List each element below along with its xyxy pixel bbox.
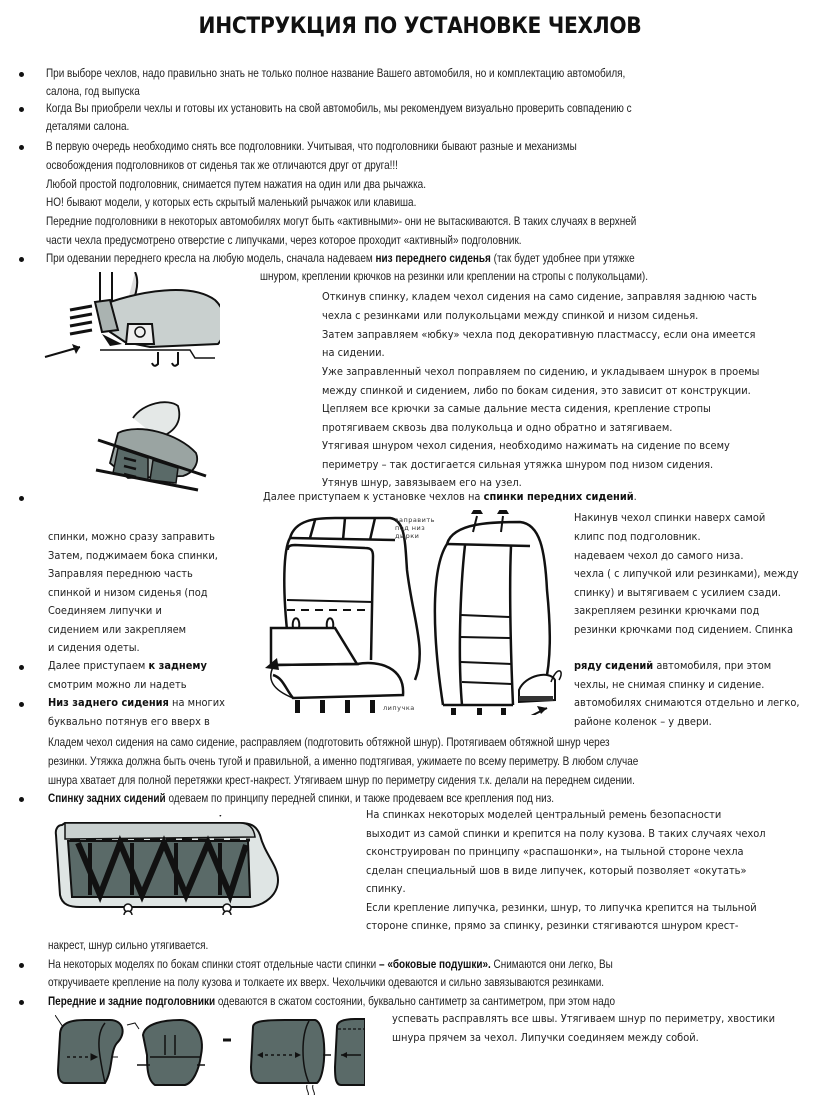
bullet: [19, 1000, 24, 1005]
headrest-illustration: [55, 1015, 365, 1095]
paragraph-line: чехлы, не снимая спинку и сидение.: [574, 679, 765, 691]
text: При одевании переднего кресла на любую модель, сначала надеваем: [46, 252, 376, 265]
step-line: спинку) и вытягиваем с усилием сзади.: [574, 587, 781, 599]
step-line: чехла ( с липучкой или резинками), между: [574, 568, 799, 580]
paragraph-line: шнура хватает для полной перетяжки крест-накрест. Утягиваем шнур по периметру сидения т.к. делали на переднем сидении.: [48, 774, 635, 787]
bullet: [19, 702, 24, 707]
paragraph-line: автомобилях снимаются отдельно и легко,: [574, 697, 800, 709]
paragraph-line: Когда Вы приобрели чехлы и готовы их установить на свой автомобиль, мы рекомендуем визуально проверить совпадению с: [46, 102, 632, 115]
emphasis: низ переднего сиденья: [375, 252, 491, 265]
paragraph-line: [48, 992, 615, 1011]
paragraph-line: смотрим можно ли надеть: [48, 679, 187, 691]
paragraph-line: деталями салона.: [46, 120, 130, 133]
paragraph-line: Любой простой подголовник, снимается путем нажатия на один или два рычажка.: [46, 178, 426, 191]
step-line: сидением или закрепляем: [48, 624, 187, 636]
emphasis: Спинку задних сидений: [48, 792, 166, 805]
bullet: [19, 665, 24, 670]
text: (так будет удобнее при утяжке: [490, 252, 635, 265]
paragraph-line: салона, год выпуска: [46, 85, 140, 98]
label-lipuchka: липучка: [383, 704, 415, 712]
text: автомобиля, при этом: [653, 660, 772, 672]
step-line: Цепляем все крючки за самые дальние места сидения, крепление стропы: [322, 403, 711, 415]
paragraph-line: НО! бывают модели, у которых есть скрытый маленький рычажок или клавиша.: [46, 196, 417, 209]
section-heading: [263, 488, 637, 507]
step-line: чехла с резинками или полукольцами между спинкой и низом сиденья.: [322, 310, 699, 322]
step-line: спинкой и низом сиденья (под: [48, 587, 208, 599]
step-line: стороне спинке, прямо за спинку, резинки стягиваются шнуром крест-: [366, 920, 739, 932]
step-line: выходит из самой спинки и крепится на полу кузова. В таких случаях чехол: [366, 828, 766, 840]
emphasis: – «боковые подушки».: [379, 958, 491, 971]
step-line: закрепляем резинки крючками под: [574, 605, 760, 617]
step-line: и сидения одеты.: [48, 642, 140, 654]
paragraph-line: буквально потянув его вверх в: [48, 716, 210, 728]
paragraph-line: [48, 694, 225, 713]
page-title: ИНСТРУКЦИЯ ПО УСТАНОВКЕ ЧЕХЛОВ: [198, 14, 642, 39]
label-pod-niz: под низ: [395, 524, 426, 532]
label-zapravit: заправить: [395, 516, 435, 524]
step-line: Затем заправляем «юбку» чехла под декоративную пластмассу, если она имеется: [322, 329, 756, 341]
paragraph-line: освобождения подголовников от сиденья так же отличаются друг от друга!!!: [46, 159, 398, 172]
emphasis: ряду сидений: [574, 660, 654, 672]
paragraph-line: В первую очередь необходимо снять все подголовники. Учитывая, что подголовники бывают разные и механизмы: [46, 140, 577, 153]
paragraph-line: откручиваете крепление на полу кузова и толкаете их вверх. Чехольчики одеваются и сильно завязываются резинками.: [48, 976, 605, 989]
text: одеваем по принципу передней спинки, и также продеваем все крепления под низ.: [165, 792, 555, 805]
paragraph-line: Передние подголовники в некоторых автомобилях могут быть «активными»- они не вытаскиваются. В таких случаях в верхней: [46, 215, 637, 228]
step-line: Затем, поджимаем бока спинки,: [48, 550, 218, 562]
seat-lacing-illustration: [88, 398, 208, 493]
step-line: сделан специальный шов в виде липучек, который позволяет «окутать»: [366, 865, 747, 877]
text: одеваются в сжатом состоянии, буквально сантиметр за сантиметром, при этом надо: [215, 995, 616, 1008]
step-line: На спинках некоторых моделей центральный ремень безопасности: [366, 809, 722, 821]
bullet: [19, 257, 24, 262]
paragraph-line: районе коленок – у двери.: [574, 716, 712, 728]
step-line: Откинув спинку, кладем чехол сидения на само сидение, заправляя заднюю часть: [322, 291, 757, 303]
step-line: на сидении.: [322, 347, 385, 359]
label-dyrki: дырки: [395, 532, 420, 540]
text: .: [633, 491, 637, 503]
emphasis: спинки передних сидений: [483, 491, 634, 503]
paragraph-line: накрест, шнур сильно утягивается.: [48, 939, 209, 952]
emphasis: к заднему: [148, 660, 207, 672]
text: на многих: [168, 697, 225, 709]
bullet: [19, 107, 24, 112]
emphasis: Низ заднего сидения: [48, 697, 169, 709]
bullet: [19, 797, 24, 802]
step-line: Утянув шнур, завязываем его на узел.: [322, 477, 522, 489]
paragraph-line: успевать расправлять все швы. Утягиваем шнур по периметру, хвостики: [392, 1013, 776, 1025]
bullet: [19, 963, 24, 968]
paragraph-line: [48, 955, 613, 974]
text: Снимаются они легко, Вы: [490, 958, 613, 971]
paragraph-line: шнуром, креплении крючков на резинки или креплении на стропы с полукольцами).: [260, 270, 649, 283]
step-line: периметру – так достигается сильная утяжка шнуром под низом сидения.: [322, 459, 714, 471]
paragraph-line: шнура прячем за чехол. Липучки соединяем между собой.: [392, 1032, 699, 1044]
step-line: Утягивая шнуром чехол сидения, необходимо нажимать на сидение по всему: [322, 440, 730, 452]
paragraph-line: резинки. Утяжка должна быть очень тугой и правильной, а именно подтягивая, ужимаете по всему периметру. В любом случае: [48, 755, 639, 768]
paragraph-line: [574, 657, 771, 676]
text: На некоторых моделях по бокам спинки стоят отдельные части спинки: [48, 958, 380, 971]
text: Далее приступаем: [48, 660, 149, 672]
step-line: между спинкой и сидением, либо по бокам сидения, это зависит от конструкции.: [322, 385, 751, 397]
paragraph-line: [46, 249, 635, 268]
bullet: [19, 145, 24, 150]
step-line: резинки крючками под сидением. Спинка: [574, 624, 794, 636]
step-line: Заправляя переднюю часть: [48, 568, 193, 580]
step-line: Если крепление липучка, резинки, шнур, то липучка крепится на тыльной: [366, 902, 757, 914]
text: Далее приступаем к установке чехлов на: [263, 491, 484, 503]
paragraph-line: При выборе чехлов, надо правильно знать не только полное название Вашего автомобиля, но и комплектацию автомобиля,: [46, 67, 626, 80]
seat-back-diagram: [255, 510, 565, 715]
paragraph-line: Кладем чехол сидения на само сидение, расправляем (подготовить обтяжной шнур). Протягиваем обтяжной шнур через: [48, 736, 610, 749]
step-line: спинку.: [366, 883, 406, 895]
step-line: протягиваем сквозь два полукольца и одно обратно и затягиваем.: [322, 422, 673, 434]
step-line: клипс под подголовник.: [574, 531, 701, 543]
paragraph-line: [48, 657, 207, 676]
bullet: [19, 72, 24, 77]
bullet: [19, 496, 24, 501]
step-line: Соединяем липучки и: [48, 605, 162, 617]
step-line: Уже заправленный чехол поправляем по сидению, и укладываем шнурок в проемы: [322, 366, 760, 378]
step-line: сконструирован по принципу «распашонки», на тыльной стороне чехла: [366, 846, 744, 858]
step-line: спинки, можно сразу заправить: [48, 531, 215, 543]
step-line: Накинув чехол спинки наверх самой: [574, 512, 766, 524]
step-line: надеваем чехол до самого низа.: [574, 550, 744, 562]
rear-seat-back-illustration: [50, 815, 280, 915]
emphasis: Передние и задние подголовники: [48, 995, 216, 1008]
paragraph-line: части чехла предусмотрено отверстие с липучками, через которое проходит «активный» подголовник.: [46, 234, 522, 247]
seat-bottom-illustration: [40, 272, 220, 367]
